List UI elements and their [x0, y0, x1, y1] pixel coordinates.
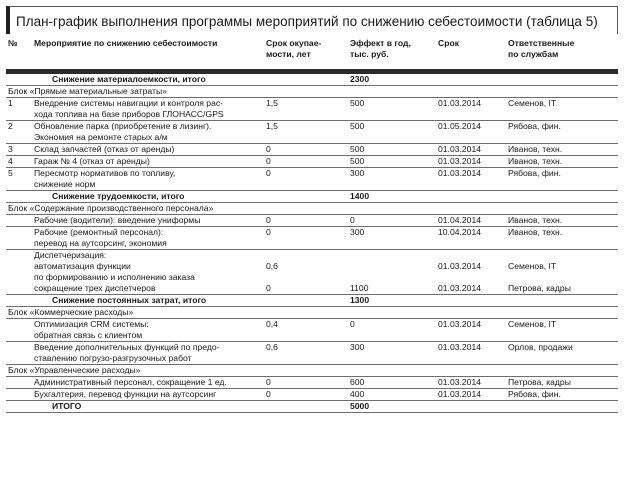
cell-measure [32, 250, 264, 295]
cell-num [6, 342, 32, 365]
cell-payback [264, 295, 348, 307]
cell-num [6, 191, 32, 203]
cell-term [436, 156, 506, 168]
cell-num [6, 168, 32, 191]
table-row [6, 144, 618, 156]
effect-value: 2300 [350, 74, 370, 84]
table-row [6, 342, 618, 365]
measure-line: Снижение материалоемкости, итого [52, 74, 206, 84]
term-value: 01.03.2014 [438, 98, 482, 108]
measure-line: Склад запчастей (отказ от аренды) [34, 144, 175, 154]
effect-value: 500 [350, 98, 365, 108]
cell-payback [264, 144, 348, 156]
resp-value: Иванов, техн. [508, 156, 563, 166]
cell-effect [348, 168, 436, 191]
measure-line: ставлению погрузо-разгрузочных работ [34, 353, 192, 363]
cell-effect [348, 250, 436, 295]
cell-num [6, 121, 32, 144]
cell-payback [264, 156, 348, 168]
table-row [6, 227, 618, 250]
cell-measure [32, 98, 264, 121]
cell-num [6, 74, 32, 86]
payback-value: 0 [266, 168, 271, 178]
cell-effect [348, 144, 436, 156]
cell-num [6, 319, 32, 342]
resp-value: Петрова, кадры [508, 377, 571, 387]
effect-line [350, 261, 434, 272]
cell-measure [32, 389, 264, 401]
term-line [438, 250, 504, 261]
table-row [6, 377, 618, 389]
resp-value: Иванов, техн. [508, 144, 563, 154]
cell-effect [348, 342, 436, 365]
effect-value: 300 [350, 342, 365, 352]
table-row [6, 389, 618, 401]
cell-effect [348, 319, 436, 342]
effect-line: 1100 [350, 283, 369, 293]
block-header-row [6, 86, 618, 98]
payback-value: 0 [266, 156, 271, 166]
cell-num [6, 295, 32, 307]
resp-value: Рябова, фин. [508, 168, 561, 178]
cell-resp [506, 389, 618, 401]
table-row [6, 250, 618, 295]
num-value: 5 [8, 168, 13, 178]
term-value: 01.03.2014 [438, 342, 482, 352]
cell-payback [264, 74, 348, 86]
effect-value: 500 [350, 121, 365, 131]
cell-effect [348, 227, 436, 250]
cell-term [436, 401, 506, 413]
cell-payback [264, 250, 348, 295]
cell-payback [264, 168, 348, 191]
measure-line: Бухгалтерия, перевод функции на аутсорсинг [34, 389, 217, 399]
measure-line: Рабочие (ремонтный персонал): [34, 227, 164, 237]
payback-value: 0 [266, 144, 271, 154]
resp-value: Рябова, фин. [508, 121, 561, 131]
table-body [6, 74, 618, 413]
cell-payback [264, 401, 348, 413]
table-row [6, 98, 618, 121]
measure-line: Пересмотр нормативов по топливу, [34, 168, 176, 178]
measure-line: обратная связь с клиентом [34, 330, 143, 340]
cell-resp [506, 74, 618, 86]
cell-term [436, 98, 506, 121]
cell-measure [32, 74, 264, 86]
num-value: 1 [8, 98, 13, 108]
payback-line [266, 250, 346, 261]
cell-measure [32, 215, 264, 227]
cell-term [436, 377, 506, 389]
header-term: Срок [438, 38, 460, 48]
term-line: 01.03.2014 [438, 261, 482, 271]
cell-measure [32, 121, 264, 144]
cell-effect [348, 156, 436, 168]
cell-effect [348, 401, 436, 413]
cell-term [436, 389, 506, 401]
summary-row [6, 295, 618, 307]
cell-resp [506, 191, 618, 203]
measure-line: хода топлива на базе приборов ГЛОНАСС/GPS [34, 109, 224, 119]
effect-value: 1300 [350, 295, 370, 305]
header-measure: Мероприятие по снижению себестоимости [34, 38, 218, 48]
cell-num [6, 215, 32, 227]
term-value: 10.04.2014 [438, 227, 482, 237]
cell-resp [506, 168, 618, 191]
effect-value: 500 [350, 156, 365, 166]
resp-value: Рябова, фин. [508, 389, 561, 399]
block-header-row [6, 307, 618, 319]
cell-payback [264, 215, 348, 227]
payback-line: 0 [266, 283, 271, 293]
measure-line: Внедрение системы навигации и контроля рас- [34, 98, 224, 108]
summary-row [6, 401, 618, 413]
resp-value: Семенов, IT [508, 319, 557, 329]
effect-value: 600 [350, 377, 365, 387]
cell-measure [32, 342, 264, 365]
summary-row [6, 74, 618, 86]
header-num: № [8, 38, 18, 48]
payback-value: 0,6 [266, 342, 278, 352]
cell-term [436, 144, 506, 156]
resp-value: Орлов, продажи [508, 342, 573, 352]
effect-value: 0 [350, 215, 355, 225]
measure-line: Рабочие (водители): введение униформы [34, 215, 201, 225]
resp-value: Иванов, техн. [508, 227, 563, 237]
header-effect: Эффект в год, тыс. руб. [350, 38, 411, 59]
cell-resp [506, 215, 618, 227]
cell-resp [506, 144, 618, 156]
effect-value: 300 [350, 168, 365, 178]
measure-line: Снижение постоянных затрат, итого [52, 295, 207, 305]
term-value: 01.03.2014 [438, 377, 482, 387]
num-value: 4 [8, 156, 13, 166]
payback-line [266, 272, 346, 283]
effect-line [350, 272, 434, 283]
term-value: 01.03.2014 [438, 168, 482, 178]
cell-payback [264, 319, 348, 342]
cell-num [6, 156, 32, 168]
measure-line: автоматизация функции [34, 261, 131, 271]
cell-term [436, 191, 506, 203]
cell-payback [264, 98, 348, 121]
cell-resp [506, 250, 618, 295]
effect-value: 0 [350, 319, 355, 329]
table-row [6, 168, 618, 191]
block-header-row [6, 203, 618, 215]
table-row [6, 215, 618, 227]
cell-resp [506, 295, 618, 307]
cell-term [436, 295, 506, 307]
effect-value: 5000 [350, 401, 370, 411]
cell-payback [264, 342, 348, 365]
num-value: 2 [8, 121, 13, 131]
term-value: 01.03.2014 [438, 156, 482, 166]
term-line: 01.03.2014 [438, 283, 482, 293]
cell-effect [348, 377, 436, 389]
cell-resp [506, 342, 618, 365]
cell-effect [348, 74, 436, 86]
measure-line: перевод на аутсорсинг, экономия [34, 238, 167, 248]
payback-line: 0,6 [266, 261, 278, 271]
resp-value: Семенов, IT [508, 98, 557, 108]
term-value: 01.05.2014 [438, 121, 482, 131]
resp-value: Иванов, техн. [508, 215, 563, 225]
payback-value: 0 [266, 227, 271, 237]
payback-value: 0 [266, 377, 271, 387]
measure-line: Обновление парка (приобретение в лизинг). [34, 121, 212, 131]
resp-line: Петрова, кадры [508, 283, 571, 293]
cell-effect [348, 121, 436, 144]
cell-resp [506, 156, 618, 168]
cell-resp [506, 227, 618, 250]
cell-term [436, 168, 506, 191]
table-row [6, 319, 618, 342]
cell-term [436, 227, 506, 250]
term-value: 01.03.2014 [438, 144, 482, 154]
term-value: 01.03.2014 [438, 319, 482, 329]
cell-term [436, 319, 506, 342]
cell-measure [32, 319, 264, 342]
term-value: 01.04.2014 [438, 215, 482, 225]
cell-term [436, 250, 506, 295]
cell-measure [32, 156, 264, 168]
cell-measure [32, 227, 264, 250]
cell-term [436, 215, 506, 227]
block-title [6, 365, 618, 377]
measure-line: Введение дополнительных функций по предо- [34, 342, 220, 352]
cell-num [6, 250, 32, 295]
payback-value: 0 [266, 215, 271, 225]
table-row [6, 156, 618, 168]
cell-num [6, 98, 32, 121]
cell-payback [264, 389, 348, 401]
resp-line [508, 250, 616, 261]
measure-line: Оптимизация CRM системы: [34, 319, 149, 329]
header-responsible: Ответственные по службам [508, 38, 575, 59]
cell-resp [506, 401, 618, 413]
cell-effect [348, 295, 436, 307]
block-header-row [6, 365, 618, 377]
measure-line: Гараж № 4 (отказ от аренды) [34, 156, 150, 166]
cell-resp [506, 319, 618, 342]
cell-term [436, 342, 506, 365]
num-value: 3 [8, 144, 13, 154]
payback-value: 1,5 [266, 121, 278, 131]
measure-line: Административный персонал, сокращение 1 ед. [34, 377, 227, 387]
summary-row [6, 191, 618, 203]
table-header-row [6, 38, 618, 69]
effect-value: 1400 [350, 191, 370, 201]
cell-measure [32, 168, 264, 191]
measure-line: Снижение трудоемкости, итого [52, 191, 185, 201]
measure-line: Экономия на ремонте старых а/м [34, 132, 168, 142]
cell-resp [506, 377, 618, 389]
measure-line: по формированию и исполнению заказа [34, 272, 195, 282]
effect-value: 300 [350, 227, 365, 237]
block-title-text: Блок «Прямые материальные затраты» [8, 86, 167, 96]
cell-num [6, 227, 32, 250]
header-payback: Срок окупае- мости, лет [266, 38, 322, 59]
measure-line: Диспетчеризация: [34, 250, 107, 260]
payback-value: 0 [266, 389, 271, 399]
cell-effect [348, 389, 436, 401]
cell-num [6, 401, 32, 413]
cell-term [436, 74, 506, 86]
block-title [6, 203, 618, 215]
cell-term [436, 121, 506, 144]
resp-line [508, 272, 616, 283]
cell-payback [264, 191, 348, 203]
term-value: 01.03.2014 [438, 389, 482, 399]
cell-resp [506, 121, 618, 144]
cell-payback [264, 227, 348, 250]
measure-line: снижение норм [34, 179, 96, 189]
page-title: План-график выполнения программы мероприятий по снижению себестоимости (таблица 5) [16, 14, 598, 29]
block-title-text: Блок «Коммерческие расходы» [8, 307, 134, 317]
cell-measure [32, 377, 264, 389]
payback-value: 0,4 [266, 319, 278, 329]
resp-line: Семенов, IT [508, 261, 557, 271]
payback-value: 1,5 [266, 98, 278, 108]
cell-measure [32, 191, 264, 203]
effect-value: 400 [350, 389, 365, 399]
cell-effect [348, 215, 436, 227]
cell-measure [32, 295, 264, 307]
block-title-text: Блок «Управленческие расходы» [8, 365, 141, 375]
cell-payback [264, 377, 348, 389]
cell-resp [506, 98, 618, 121]
term-line [438, 272, 504, 283]
cell-num [6, 144, 32, 156]
block-title-text: Блок «Содержание производственного персонала» [8, 203, 214, 213]
measure-line: ИТОГО [52, 401, 82, 411]
effect-line [350, 250, 434, 261]
cell-payback [264, 121, 348, 144]
cell-num [6, 377, 32, 389]
block-title [6, 307, 618, 319]
cell-num [6, 389, 32, 401]
cell-measure [32, 401, 264, 413]
schedule-table [6, 38, 618, 413]
measure-line: сокращение трех диспетчеров [34, 283, 156, 293]
cell-effect [348, 98, 436, 121]
cell-effect [348, 191, 436, 203]
table-row [6, 121, 618, 144]
block-title [6, 86, 618, 98]
effect-value: 500 [350, 144, 365, 154]
cell-measure [32, 144, 264, 156]
